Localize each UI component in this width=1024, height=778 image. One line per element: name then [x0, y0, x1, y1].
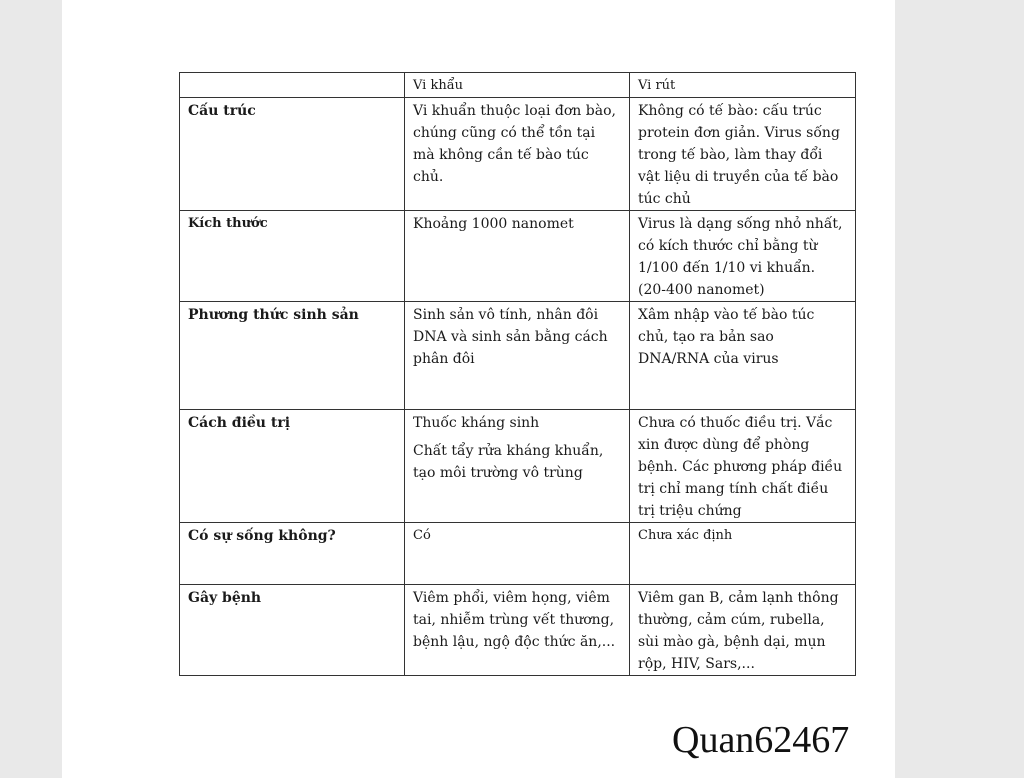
bacteria-cell: Vi khuẩn thuộc loại đơn bào, chúng cũng có thể tồn tại mà không cần tế bào túc chủ.: [405, 98, 630, 211]
bacteria-cell: Sinh sản vô tính, nhân đôi DNA và sinh sản bằng cách phân đôi: [405, 302, 630, 410]
comparison-table: [179, 72, 856, 676]
author-signature: Quan62467: [672, 719, 850, 761]
bacteria-cell: [405, 410, 630, 523]
table-header-row: [180, 73, 856, 98]
table-row: [180, 523, 856, 585]
document-page: [62, 0, 895, 778]
header-empty-cell: [180, 73, 405, 98]
table-row: [180, 302, 856, 410]
header-bacteria: Vi khẩu: [405, 73, 630, 98]
row-label: Cấu trúc: [180, 98, 405, 211]
bacteria-cell: Khoảng 1000 nanomet: [405, 211, 630, 302]
row-label: Phương thức sinh sản: [180, 302, 405, 410]
row-label: Có sự sống không?: [180, 523, 405, 585]
header-virus: Vi rút: [630, 73, 856, 98]
virus-cell: Không có tế bào: cấu trúc protein đơn giản. Virus sống trong tế bào, làm thay đổi vật liệu di truyền của tế bào túc chủ: [630, 98, 856, 211]
table-row: [180, 98, 856, 211]
bacteria-treatment-line-2: Chất tẩy rửa kháng khuẩn, tạo môi trường vô trùng: [413, 443, 604, 481]
row-label: Cách điều trị: [180, 410, 405, 523]
virus-cell: Chưa có thuốc điều trị. Vắc xin được dùng để phòng bệnh. Các phương pháp điều trị chỉ mang tính chất điều trị triệu chứng: [630, 410, 856, 523]
bacteria-treatment-line-1: Thuốc kháng sinh: [413, 415, 540, 431]
virus-cell: Viêm gan B, cảm lạnh thông thường, cảm cúm, rubella, sùi mào gà, bệnh dại, mụn rộp, HIV, Sars,...: [630, 585, 856, 676]
virus-cell: Virus là dạng sống nhỏ nhất, có kích thước chỉ bằng từ 1/100 đến 1/10 vi khuẩn. (20-400 nanomet): [630, 211, 856, 302]
bacteria-cell: Viêm phổi, viêm họng, viêm tai, nhiễm trùng vết thương, bệnh lậu, ngộ độc thức ăn,...: [405, 585, 630, 676]
row-label: Gây bệnh: [180, 585, 405, 676]
table-row: [180, 585, 856, 676]
virus-cell: Xâm nhập vào tế bào túc chủ, tạo ra bản sao DNA/RNA của virus: [630, 302, 856, 410]
virus-cell: Chưa xác định: [630, 523, 856, 585]
table-row: [180, 410, 856, 523]
bacteria-cell: Có: [405, 523, 630, 585]
table-row: [180, 211, 856, 302]
row-label: Kích thước: [180, 211, 405, 302]
